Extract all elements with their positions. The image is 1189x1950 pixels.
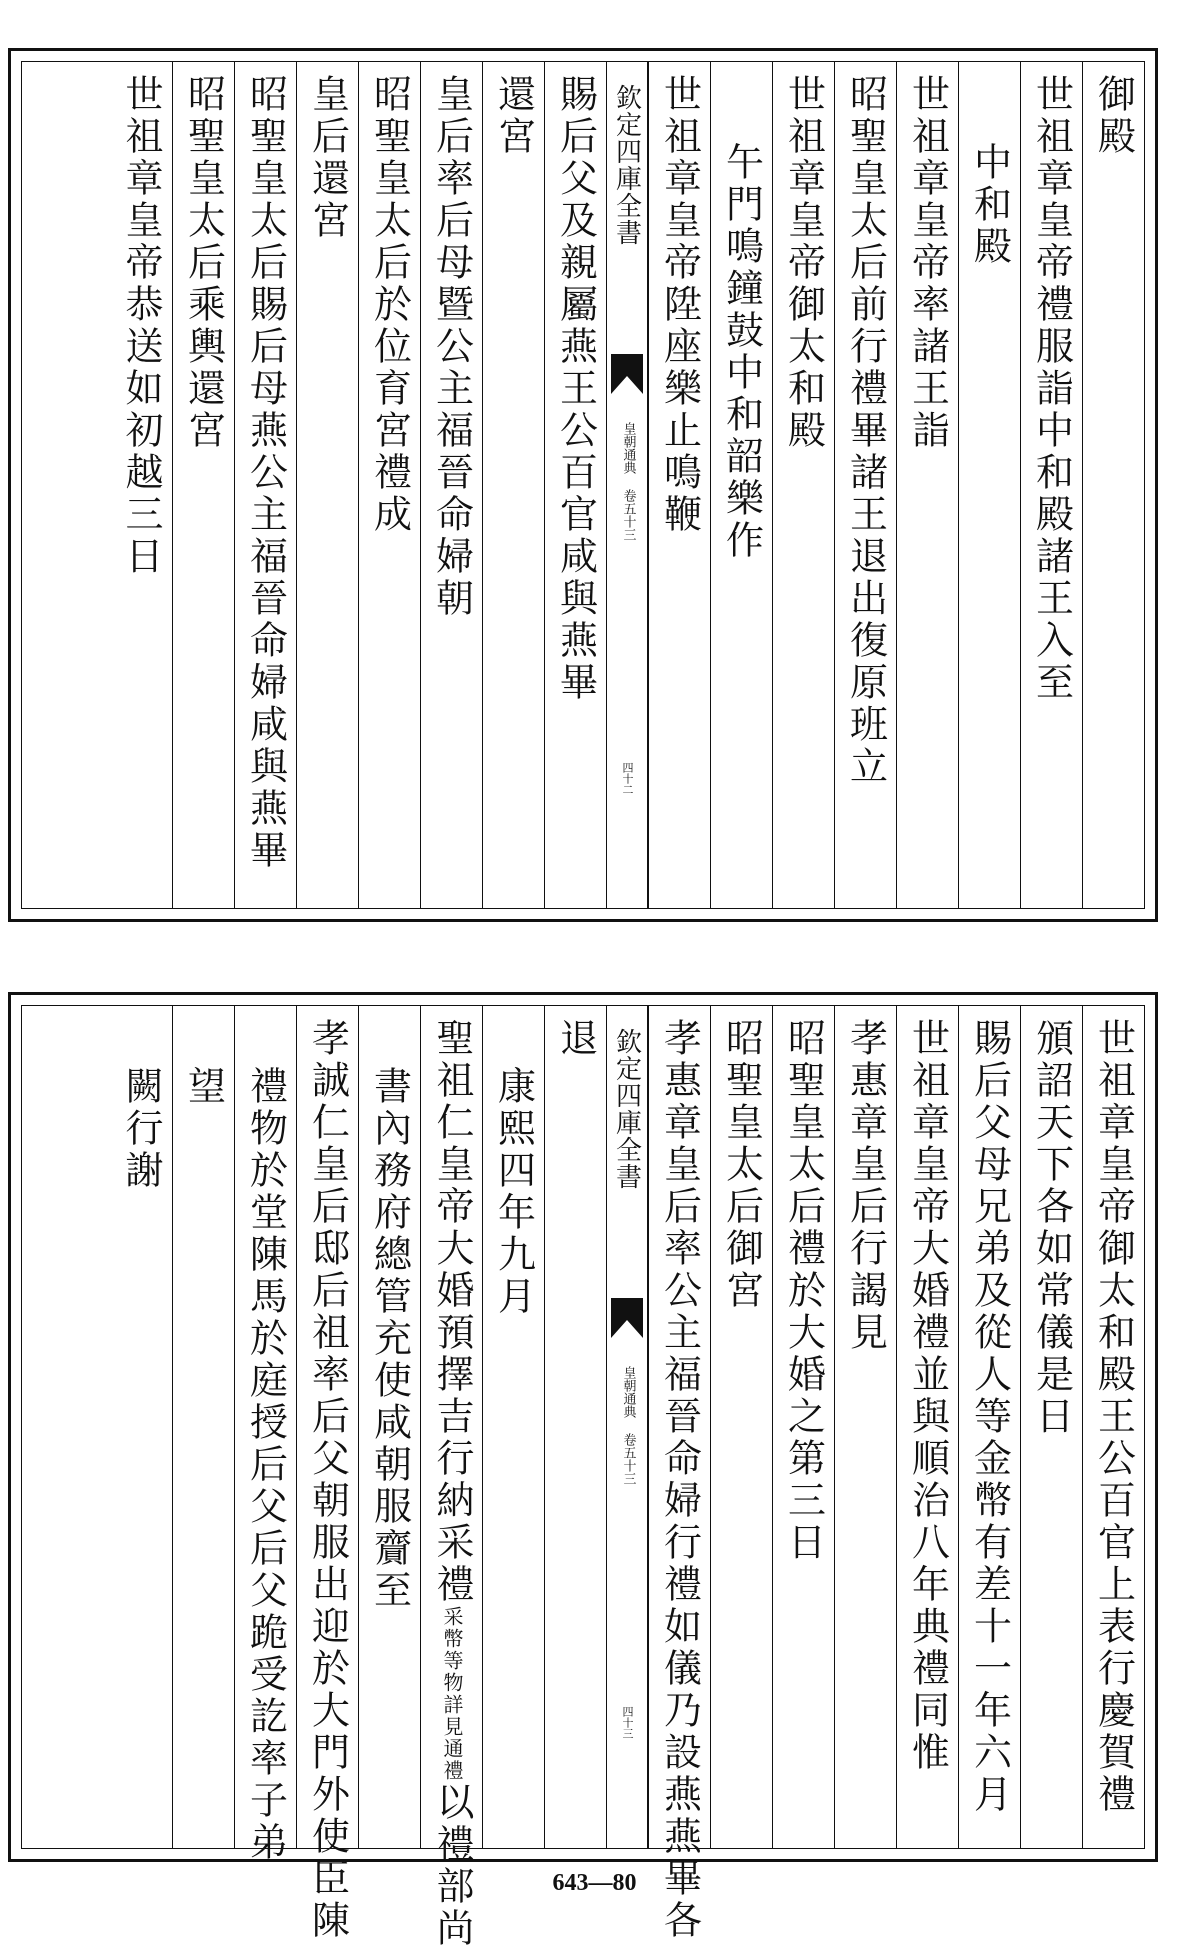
- column-text: 賜后父及親屬燕王公百官咸與燕畢: [553, 74, 598, 704]
- interlinear-note: 采幣等物詳見通禮: [440, 1606, 464, 1782]
- book-name: 皇朝通典: [620, 422, 636, 474]
- text-column: [834, 62, 896, 908]
- text-column: [896, 1006, 958, 1848]
- column-text: 孝誠仁皇后邸后祖率后父朝服出迎於大門外使臣陳: [305, 1018, 350, 1942]
- text-column: [234, 62, 296, 908]
- folio-number: 四十三: [621, 1706, 634, 1739]
- column-text: 昭聖皇太后乘輿還宮: [181, 74, 226, 452]
- column-text: 望: [181, 1066, 226, 1108]
- folio-number: 四十二: [621, 762, 634, 795]
- section-title: [620, 1366, 635, 1485]
- column-text: 世祖章皇帝陞座樂止鳴鞭: [657, 74, 702, 536]
- text-column: [648, 1006, 710, 1942]
- column-text: 皇后率后母暨公主福晉命婦朝: [429, 74, 474, 620]
- column-text: 御殿: [1091, 74, 1136, 158]
- text-column: [834, 1006, 896, 1848]
- fish-tail-mark: [611, 354, 643, 394]
- column-text: 退: [553, 1018, 598, 1060]
- column-text: 世祖章皇帝御太和殿王公百官上表行慶賀禮: [1091, 1018, 1136, 1816]
- section-title: [620, 422, 635, 541]
- text-column: [958, 62, 1020, 908]
- column-text: 孝惠章皇后行謁見: [843, 1018, 888, 1354]
- juan-number: 卷五十三: [620, 1433, 636, 1485]
- text-column: [648, 62, 710, 908]
- column-text: 昭聖皇太后禮於大婚之第三日: [781, 1018, 826, 1564]
- text-frame: [21, 61, 1145, 909]
- center-fold: [606, 62, 648, 908]
- book-name: 皇朝通典: [620, 1366, 636, 1418]
- text-column: [234, 1006, 296, 1864]
- text-column: [896, 62, 958, 908]
- column-text: 世祖章皇帝恭送如初越三日: [119, 74, 163, 578]
- column-text: 世祖章皇帝御太和殿: [781, 74, 826, 452]
- column-text: 昭聖皇太后御宮: [719, 1018, 764, 1312]
- text-column: [772, 1006, 834, 1848]
- text-column: [420, 62, 482, 908]
- text-column: [1082, 62, 1144, 908]
- text-column: [710, 1006, 772, 1848]
- text-column: [172, 62, 234, 908]
- column-text: 頒詔天下各如常儀是日: [1029, 1018, 1074, 1438]
- column-text: 午門鳴鐘鼓中和韶樂作: [719, 142, 764, 562]
- column-text: 禮物於堂陳馬於庭授后父后父跪受訖率子弟: [243, 1066, 288, 1864]
- center-fold: [606, 1006, 648, 1848]
- column-text: 賜后父母兄弟及從人等金幣有差十一年六月: [967, 1018, 1012, 1816]
- text-column: [482, 62, 544, 908]
- text-column: [1020, 1006, 1082, 1848]
- column-text: 世祖章皇帝率諸王詣: [905, 74, 950, 452]
- text-column: [296, 1006, 358, 1942]
- book-title: 欽定四庫全書: [611, 84, 642, 246]
- column-text: 書內務府總管充使咸朝服齎至: [367, 1066, 412, 1612]
- column-text: 昭聖皇太后於位育宮禮成: [367, 74, 412, 536]
- text-column: [420, 1006, 482, 1950]
- juan-number: 卷五十三: [620, 489, 636, 541]
- page-top: [8, 48, 1158, 922]
- book-title: 欽定四庫全書: [611, 1028, 642, 1190]
- fish-tail-mark: [611, 1298, 643, 1338]
- column-tail-text: 以禮部尚: [430, 1782, 474, 1950]
- text-column: [1020, 62, 1082, 908]
- text-column: [172, 1006, 234, 1848]
- column-text: [430, 1018, 474, 1950]
- column-text: 闕行謝: [119, 1066, 163, 1192]
- column-text: 世祖章皇帝禮服詣中和殿諸王入至: [1029, 74, 1074, 704]
- text-column: [958, 1006, 1020, 1848]
- text-column: [358, 62, 420, 908]
- text-column: [482, 1006, 544, 1848]
- text-column: [358, 1006, 420, 1848]
- column-text: 昭聖皇太后前行禮畢諸王退出復原班立: [843, 74, 888, 788]
- column-text: 昭聖皇太后賜后母燕公主福晉命婦咸與燕畢: [243, 74, 288, 872]
- column-text: 還宮: [491, 74, 536, 158]
- text-column: [544, 62, 606, 908]
- text-column: [1082, 1006, 1144, 1848]
- column-text: 康熙四年九月: [491, 1066, 536, 1318]
- column-main-text: 聖祖仁皇帝大婚預擇吉行納采禮: [430, 1018, 474, 1606]
- text-column: [710, 62, 772, 908]
- text-column: [296, 62, 358, 908]
- column-text: 中和殿: [967, 142, 1012, 268]
- text-column: [544, 1006, 606, 1848]
- text-column: [772, 62, 834, 908]
- column-text: 世祖章皇帝大婚禮並與順治八年典禮同惟: [905, 1018, 950, 1774]
- scan-page-number: 643—80: [552, 1870, 637, 1896]
- column-text: 皇后還宮: [305, 74, 350, 242]
- text-column: [110, 1006, 172, 1848]
- text-column: [110, 62, 172, 908]
- column-text: 孝惠章皇后率公主福晉命婦行禮如儀乃設燕燕畢各: [657, 1018, 702, 1942]
